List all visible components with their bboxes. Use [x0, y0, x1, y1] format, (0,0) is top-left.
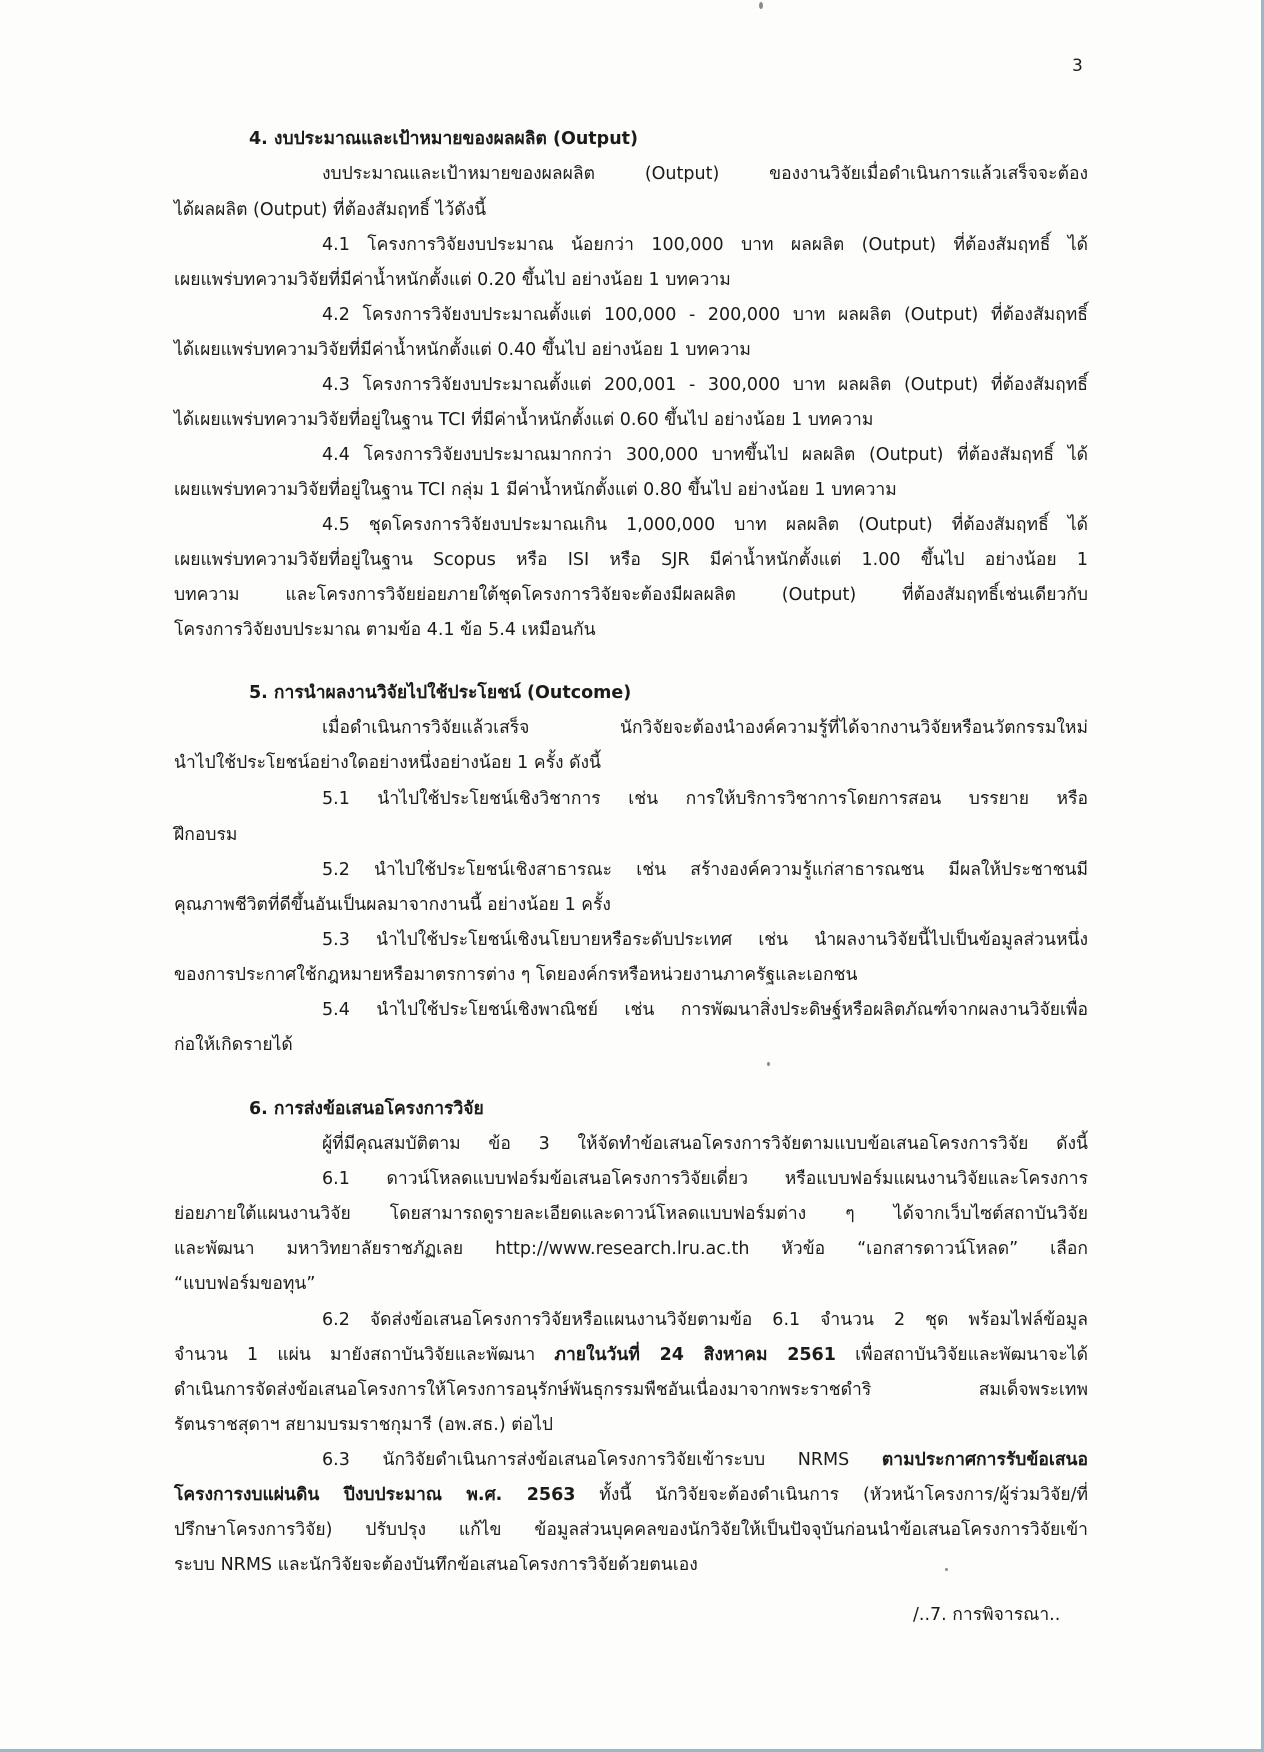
scan-speck	[945, 1568, 948, 1571]
section-4-line: เผยแพร่บทความวิจัยที่อยู่ในฐาน Scopus หรือ ISI หรือ SJR มีค่าน้ำหนักตั้งแต่ 1.00 ขึ้นไป อย่างน้อย 1	[174, 550, 1088, 570]
section-6-line: ผู้ที่มีคุณสมบัติตาม ข้อ 3 ให้จัดทำข้อเสนอโครงการวิจัยตามแบบข้อเสนอโครงการวิจัย ดังนี้	[322, 1134, 1088, 1154]
section-4-line: เผยแพร่บทความวิจัยที่อยู่ในฐาน TCI กลุ่ม 1 มีค่าน้ำหนักตั้งแต่ 0.80 ขึ้นไป อย่างน้อย 1 บทความ	[174, 480, 897, 500]
page-number: 3	[1072, 56, 1083, 76]
section-6-line: ปรึกษาโครงการวิจัย) ปรับปรุง แก้ไข ข้อมูลส่วนบุคคลของนักวิจัยให้เป็นปัจจุบันก่อนนำข้อเสนอโครงการวิจัยเข้า	[174, 1520, 1088, 1540]
section-6-line: และพัฒนา มหาวิทยาลัยราชภัฏเลย http://www.research.lru.ac.th หัวข้อ “เอกสารดาวน์โหลด” เลือก	[174, 1239, 1088, 1259]
section-6-text: เพื่อสถาบันวิจัยและพัฒนาจะได้	[835, 1345, 1088, 1365]
section-4-line: 4.2 โครงการวิจัยงบประมาณตั้งแต่ 100,000 - 200,000 บาท ผลผลิต (Output) ที่ต้องสัมฤทธิ์	[322, 305, 1088, 325]
section-6-heading: 6. การส่งข้อเสนอโครงการวิจัย	[249, 1099, 484, 1119]
continuation-footer: /..7. การพิจารณา..	[913, 1605, 1061, 1625]
section-5-line: 5.3 นำไปใช้ประโยชน์เชิงนโยบายหรือระดับประเทศ เช่น นำผลงานวิจัยนี้ไปเป็นข้อมูลส่วนหนึ่ง	[322, 930, 1088, 950]
section-6-text: จำนวน 1 แผ่น มายังสถาบันวิจัยและพัฒนา	[174, 1345, 555, 1365]
section-6-text: 6.3 นักวิจัยดำเนินการส่งข้อเสนอโครงการวิจัยเข้าระบบ NRMS	[322, 1450, 882, 1470]
section-4-line: โครงการวิจัยงบประมาณ ตามข้อ 4.1 ข้อ 5.4 เหมือนกัน	[174, 620, 596, 640]
section-4-line: ได้เผยแพร่บทความวิจัยที่มีค่าน้ำหนักตั้งแต่ 0.40 ขึ้นไป อย่างน้อย 1 บทความ	[174, 340, 751, 360]
section-4-line: เผยแพร่บทความวิจัยที่มีค่าน้ำหนักตั้งแต่ 0.20 ขึ้นไป อย่างน้อย 1 บทความ	[174, 270, 731, 290]
scan-speck	[767, 1062, 770, 1066]
section-5-line: ก่อให้เกิดรายได้	[174, 1035, 293, 1055]
section-4-line: 4.5 ชุดโครงการวิจัยงบประมาณเกิน 1,000,000 บาท ผลผลิต (Output) ที่ต้องสัมฤทธิ์ ได้	[322, 515, 1088, 535]
section-5-line: ฝึกอบรม	[174, 825, 238, 845]
section-6-line: ดำเนินการจัดส่งข้อเสนอโครงการให้โครงการอนุรักษ์พันธุกรรมพืชอันเนื่องมาจากพระราชดำริ สมเด็จพระเทพ	[174, 1380, 1088, 1400]
announcement-reference: ตามประกาศการรับข้อเสนอ	[881, 1450, 1088, 1470]
deadline-date: ภายในวันที่ 24 สิงหาคม 2561	[554, 1345, 836, 1365]
section-6-text: ทั้งนี้ นักวิจัยจะต้องดำเนินการ (หัวหน้าโครงการ/ผู้ร่วมวิจัย/ที่	[575, 1485, 1089, 1505]
section-4-line: 4.4 โครงการวิจัยงบประมาณมากกว่า 300,000 บาทขึ้นไป ผลผลิต (Output) ที่ต้องสัมฤทธิ์ ได้	[322, 445, 1088, 465]
section-5-line: 5.2 นำไปใช้ประโยชน์เชิงสาธารณะ เช่น สร้างองค์ความรู้แก่สาธารณชน มีผลให้ประชาชนมี	[322, 860, 1088, 880]
section-4-heading: 4. งบประมาณและเป้าหมายของผลผลิต (Output)	[249, 129, 639, 149]
section-4-line: งบประมาณและเป้าหมายของผลผลิต (Output) ของงานวิจัยเมื่อดำเนินการแล้วเสร็จจะต้อง	[322, 164, 1088, 184]
section-4-line: 4.3 โครงการวิจัยงบประมาณตั้งแต่ 200,001 - 300,000 บาท ผลผลิต (Output) ที่ต้องสัมฤทธิ์	[322, 375, 1088, 395]
section-4-line: บทความ และโครงการวิจัยย่อยภายใต้ชุดโครงการวิจัยจะต้องมีผลผลิต (Output) ที่ต้องสัมฤทธิ์เช่นเดียวกับ	[174, 585, 1088, 605]
section-4-line: ได้เผยแพร่บทความวิจัยที่อยู่ในฐาน TCI ที่มีค่าน้ำหนักตั้งแต่ 0.60 ขึ้นไป อย่างน้อย 1 บทความ	[174, 410, 874, 430]
section-5-line: ของการประกาศใช้กฎหมายหรือมาตรการต่าง ๆ โดยองค์กรหรือหน่วยงานภาครัฐและเอกชน	[174, 965, 858, 985]
section-5-line: 5.4 นำไปใช้ประโยชน์เชิงพาณิชย์ เช่น การพัฒนาสิ่งประดิษฐ์หรือผลิตภัณฑ์จากผลงานวิจัยเพื่อ	[322, 1000, 1088, 1020]
section-4-line: ได้ผลผลิต (Output) ที่ต้องสัมฤทธิ์ ไว้ดังนี้	[174, 200, 487, 220]
section-6-line	[174, 1340, 1088, 1368]
section-6-line: 6.1 ดาวน์โหลดแบบฟอร์มข้อเสนอโครงการวิจัยเดี่ยว หรือแบบฟอร์มแผนงานวิจัยและโครงการ	[322, 1169, 1088, 1189]
section-5-heading: 5. การนำผลงานวิจัยไปใช้ประโยชน์ (Outcome)	[249, 683, 632, 703]
section-6-line: “แบบฟอร์มขอทุน”	[174, 1274, 316, 1294]
section-6-line	[322, 1445, 1088, 1473]
scan-speck	[759, 2, 763, 9]
section-5-line: เมื่อดำเนินการวิจัยแล้วเสร็จ นักวิจัยจะต้องนำองค์ความรู้ที่ได้จากงานวิจัยหรือนวัตกรรมใหม่	[322, 718, 1088, 738]
section-6-line: 6.2 จัดส่งข้อเสนอโครงการวิจัยหรือแผนงานวิจัยตามข้อ 6.1 จำนวน 2 ชุด พร้อมไฟล์ข้อมูล	[322, 1310, 1088, 1330]
section-6-line: ระบบ NRMS และนักวิจัยจะต้องบันทึกข้อเสนอโครงการวิจัยด้วยตนเอง	[174, 1555, 698, 1575]
section-5-line: นำไปใช้ประโยชน์อย่างใดอย่างหนึ่งอย่างน้อย 1 ครั้ง ดังนี้	[174, 753, 601, 773]
section-6-line: รัตนราชสุดาฯ สยามบรมราชกุมารี (อพ.สธ.) ต่อไป	[174, 1415, 553, 1435]
section-6-line: ย่อยภายใต้แผนงานวิจัย โดยสามารถดูรายละเอียดและดาวน์โหลดแบบฟอร์มต่าง ๆ ได้จากเว็บไซต์สถาบันวิจัย	[174, 1204, 1088, 1224]
section-6-line	[174, 1480, 1088, 1508]
section-4-line: 4.1 โครงการวิจัยงบประมาณ น้อยกว่า 100,000 บาท ผลผลิต (Output) ที่ต้องสัมฤทธิ์ ได้	[322, 235, 1088, 255]
section-5-line: 5.1 นำไปใช้ประโยชน์เชิงวิชาการ เช่น การให้บริการวิชาการโดยการสอน บรรยาย หรือ	[322, 789, 1088, 809]
budget-year-reference: โครงการงบแผ่นดิน ปีงบประมาณ พ.ศ. 2563	[174, 1485, 576, 1505]
section-5-line: คุณภาพชีวิตที่ดีขึ้นอันเป็นผลมาจากงานนี้ อย่างน้อย 1 ครั้ง	[174, 895, 611, 915]
